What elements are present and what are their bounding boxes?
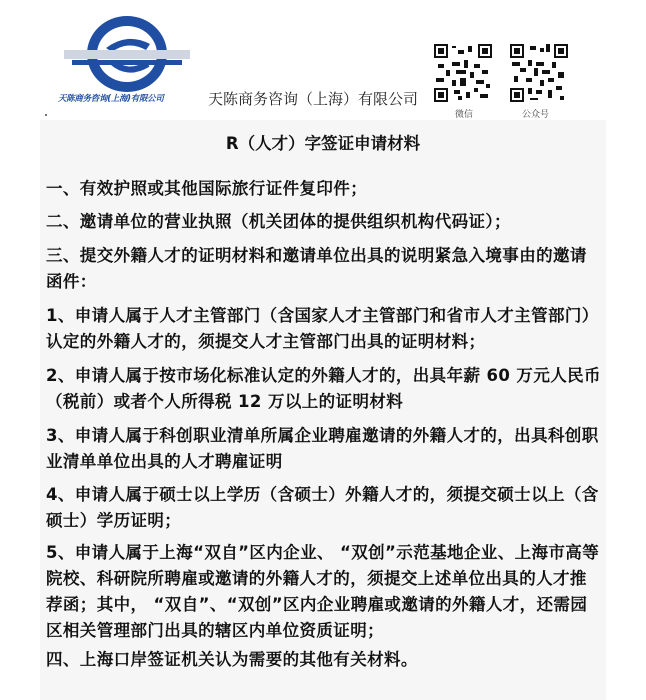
letterhead (0, 0, 646, 120)
document-body (40, 120, 606, 700)
public-account-qr-label: 公众号 (522, 110, 550, 120)
list-item: 四、上海口岸签证机关认为需要的其他有关材料。 (46, 650, 418, 669)
list-item: 二、邀请单位的营业执照（机关团体的提供组织机构代码证）； (46, 212, 511, 231)
public-account-qr-code-icon (510, 44, 568, 102)
list-item: 三、提交外籍人才的证明材料和邀请单位出具的说明紧急入境事由的邀请函件： (46, 246, 587, 291)
list-item: 4、申请人属于硕士以上学历（含硕士）外籍人才的，须提交硕士以上（含硕士）学历证明； (46, 485, 599, 530)
document-title: R（人才）字签证申请材料 (225, 134, 421, 153)
divider-dot (45, 114, 47, 116)
list-item: 一、有效护照或其他国际旅行证件复印件； (46, 179, 368, 198)
company-name: 天陈商务咨询（上海）有限公司 (208, 90, 419, 108)
list-item: 3、申请人属于科创职业清单所属企业聘雇邀请的外籍人才的，出具科创职业清单单位出具的人才聘雇证明 (46, 426, 599, 471)
list-item: 5、申请人属于上海“双自”区内企业、 “双创”示范基地企业、上海市高等院校、科研院所聘雇或邀请的外籍人才的，须提交上述单位出具的人才推荐函；其中， “双自”、“双创”区内企业聘雇或邀请的外籍人才，还需园区相关管理部门出具的辖区内单位资质证明； (46, 543, 600, 640)
list-item: 2、申请人属于按市场化标准认定的外籍人才的，出具年薪 60 万元人民币（税前）或者个人所得税 12 万以上的证明材料 (46, 366, 601, 411)
company-logo-icon (62, 10, 192, 98)
wechat-qr-label: 微信 (455, 110, 474, 120)
wechat-qr-code-icon (434, 44, 492, 102)
list-item: 1、申请人属于人才主管部门（含国家人才主管部门和省市人才主管部门）认定的外籍人才的，须提交人才主管部门出具的证明材料； (46, 306, 599, 351)
logo-caption: 天陈商务咨询(上海)有限公司 (58, 94, 164, 104)
